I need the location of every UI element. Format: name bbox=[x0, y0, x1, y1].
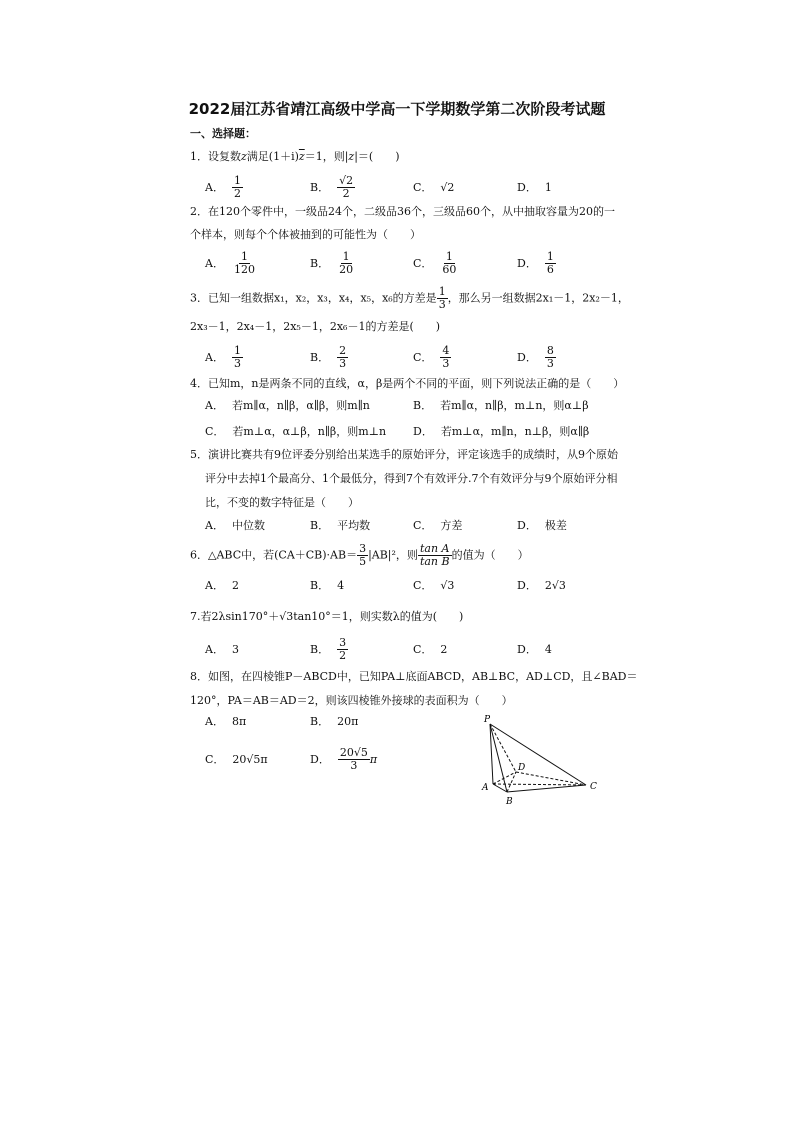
label-a: A bbox=[482, 783, 489, 793]
option-a[interactable]: A． 3 bbox=[205, 642, 239, 656]
question-8-line-1: 8．如图，在四棱锥P－ABCD中，已知PA⊥底面ABCD，AB⊥BC，AD⊥CD，且∠BAD＝ bbox=[190, 670, 638, 683]
question-5-line-2: 评分中去掉1个最高分、1个最低分，得到7个有效评分.7个有效评分与9个原始评分相 bbox=[205, 472, 618, 485]
option-d[interactable]: D． 1 bbox=[517, 180, 552, 194]
exam-title: 2022届江苏省靖江高级中学高一下学期数学第二次阶段考试题 bbox=[188, 100, 606, 118]
option-d[interactable]: D． $\frac{20√5}{3}$ π bbox=[310, 745, 378, 772]
edge-ac bbox=[493, 784, 586, 785]
option-d[interactable]: D． $\frac{1}{6}$ bbox=[517, 249, 554, 276]
option-c[interactable]: C． $\frac{4}{3}$ bbox=[413, 343, 450, 370]
option-c[interactable]: C． 2 bbox=[413, 642, 448, 656]
question-1-options bbox=[205, 172, 615, 202]
option-a[interactable]: A． 若m∥α，n∥β，α∥β，则m∥n bbox=[205, 399, 370, 412]
label-b: B bbox=[506, 797, 513, 807]
question-4-options-row-1 bbox=[205, 394, 615, 416]
option-a[interactable]: A． 8π bbox=[205, 714, 247, 728]
label-d: D bbox=[518, 763, 526, 773]
question-5-line-1: 5．演讲比赛共有9位评委分别给出某选手的原始评分，评定该选手的成绩时，从9个原始 bbox=[190, 448, 618, 461]
question-3-line-2: 2x₃－1，2x₄－1，2x₅－1，2x₆－1的方差是( ) bbox=[190, 320, 441, 333]
option-c[interactable]: C． √3 bbox=[413, 578, 455, 592]
question-4-options-row-2 bbox=[205, 420, 615, 442]
option-c[interactable]: C． √2 bbox=[413, 180, 455, 194]
option-a[interactable]: A． $\frac{1}{2}$ bbox=[205, 173, 241, 200]
option-a[interactable]: A． 2 bbox=[205, 578, 239, 592]
question-2-line-2: 个样本，则每个个体被抽到的可能性为（ ） bbox=[190, 228, 421, 241]
question-8-options-row-2 bbox=[205, 743, 405, 775]
option-b[interactable]: B． $\frac{3}{2}$ bbox=[310, 635, 347, 662]
label-c: C bbox=[590, 782, 597, 792]
question-4-stem: 4．已知m，n是两条不同的直线，α，β是两个不同的平面，则下列说法正确的是（ ） bbox=[190, 377, 625, 390]
option-b[interactable]: B． 平均数 bbox=[310, 519, 371, 532]
option-d[interactable]: D． 极差 bbox=[517, 519, 567, 532]
option-c[interactable]: C． 20√5π bbox=[205, 752, 268, 766]
option-c[interactable]: C． 若m⊥α，α⊥β，n∥β，则m⊥n bbox=[205, 425, 387, 438]
option-d[interactable]: D． 2√3 bbox=[517, 578, 566, 592]
section-heading: 一、选择题： bbox=[190, 127, 256, 140]
question-7-stem: 7.若2λsin170°＋√3tan10°＝1，则实数λ的值为( ) bbox=[190, 610, 464, 623]
question-3-options bbox=[205, 342, 615, 372]
option-b[interactable]: B． $\frac{1}{20}$ bbox=[310, 249, 354, 276]
option-a[interactable]: A． 中位数 bbox=[205, 519, 265, 532]
option-a[interactable]: A． $\frac{1}{120}$ bbox=[205, 249, 255, 276]
question-8-options-row-1 bbox=[205, 710, 405, 732]
question-7-options bbox=[205, 634, 615, 664]
question-5-line-3: 比，不变的数字特征是（ ） bbox=[205, 496, 359, 509]
option-d[interactable]: D． 4 bbox=[517, 642, 552, 656]
question-8-line-2: 120°，PA＝AB＝AD＝2，则该四棱锥外接球的表面积为（ ） bbox=[190, 694, 513, 707]
question-6-options bbox=[205, 573, 615, 597]
edge-pd bbox=[490, 724, 516, 772]
option-b[interactable]: B． 4 bbox=[310, 578, 345, 592]
question-5-options bbox=[205, 514, 615, 536]
option-b[interactable]: B． 20π bbox=[310, 714, 359, 728]
option-c[interactable]: C． $\frac{1}{60}$ bbox=[413, 249, 457, 276]
option-d[interactable]: D． 若m⊥α，m∥n，n⊥β，则α∥β bbox=[413, 425, 590, 438]
option-b[interactable]: B． $\frac{2}{3}$ bbox=[310, 343, 347, 370]
option-b[interactable]: B． 若m∥α，n∥β，m⊥n，则α⊥β bbox=[413, 399, 589, 412]
option-d[interactable]: D． $\frac{8}{3}$ bbox=[517, 343, 554, 370]
question-2-options bbox=[205, 248, 615, 278]
question-1-stem: 1．设复数z满足$(1+i)\overline{z}=1$，则|z|＝( ) bbox=[190, 150, 400, 163]
question-6-stem: 6．△ABC中，若(CA＋CB)·AB＝ $\frac{3}{5}$ |AB|²，则 $\frac{\text{tan A}}{\text{tan B}}$ 的值为（ ） bbox=[190, 542, 529, 568]
option-b[interactable]: B． $\frac{√2}{2}$ bbox=[310, 173, 354, 200]
edge-bc bbox=[507, 785, 586, 792]
question-2-line-1: 2．在120个零件中，一级品24个，二级品36个，三级品60个，从中抽取容量为20的一 bbox=[190, 205, 615, 218]
option-a[interactable]: A． $\frac{1}{3}$ bbox=[205, 343, 241, 370]
question-3-line-1: 3．已知一组数据x₁，x₂，x₃，x₄，x₅，x₆的方差是 $\frac{1}{3}$ ，那么另一组数据2x₁－1，2x₂－1， bbox=[190, 285, 629, 311]
option-c[interactable]: C． 方差 bbox=[413, 519, 463, 532]
label-p: P bbox=[484, 715, 491, 725]
edge-bd bbox=[507, 772, 516, 792]
pyramid-figure bbox=[476, 710, 606, 810]
